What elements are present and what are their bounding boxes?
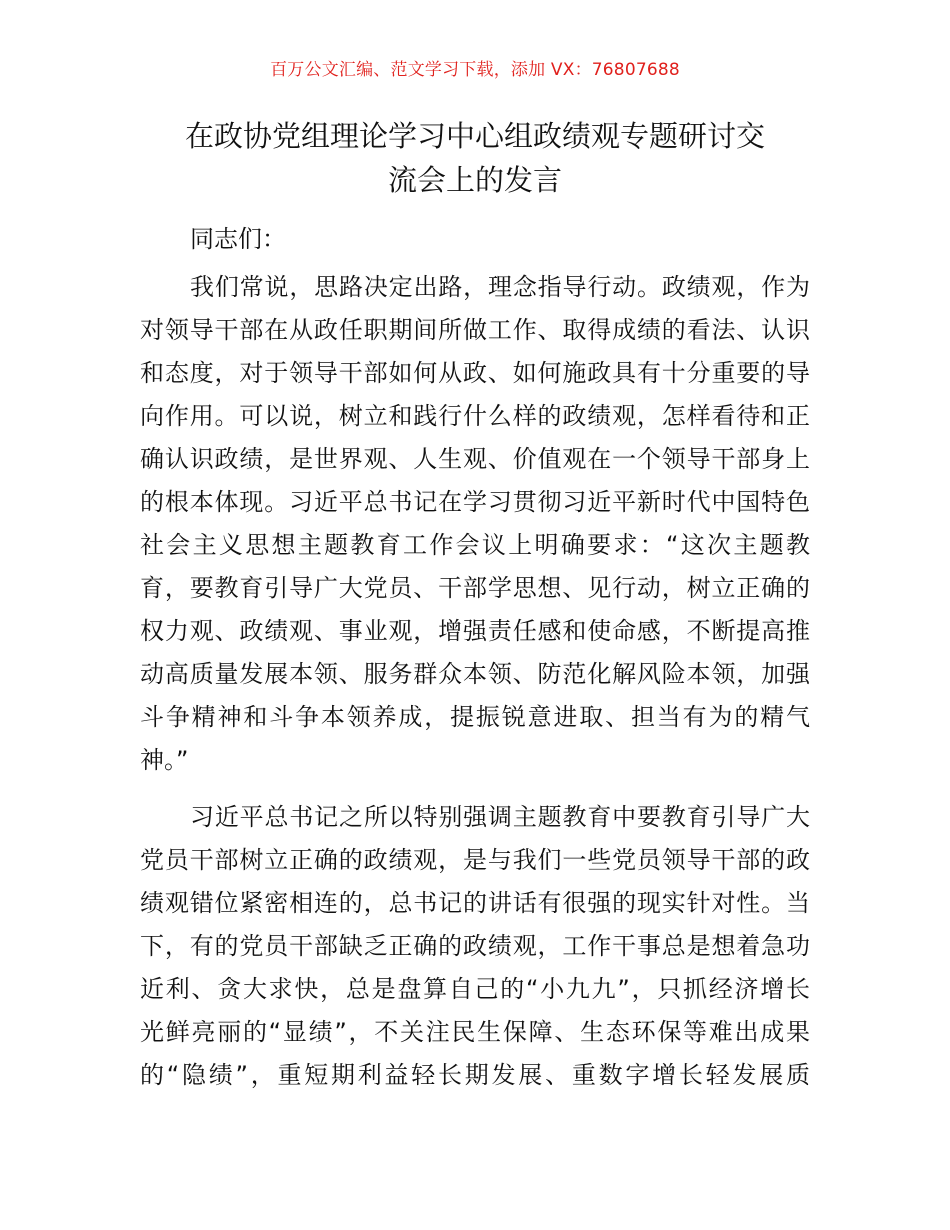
document-title-line-2: 流会上的发言	[387, 163, 562, 197]
paragraph-1-line: 和态度，对于领导干部如何从政、如何施政具有十分重要的导	[140, 359, 810, 387]
paragraph-1-line: 动高质量发展本领、服务群众本领、防范化解风险本领，加强	[140, 660, 810, 688]
paragraph-1-line: 我们常说，思路决定出路，理念指导行动。政绩观，作为	[190, 273, 810, 301]
paragraph-2-line: 近利、贪大求快，总是盘算自己的“小九九”，只抓经济增长	[140, 975, 810, 1003]
salutation: 同志们：	[190, 225, 286, 253]
paragraph-1-line: 对领导干部在从政任职期间所做工作、取得成绩的看法、认识	[140, 316, 810, 344]
paragraph-2-line: 下，有的党员干部缺乏正确的政绩观，工作干事总是想着急功	[140, 932, 810, 960]
watermark-header: 百万公文汇编、范文学习下载，添加 VX：76807688	[270, 60, 680, 80]
paragraph-1-line: 权力观、政绩观、事业观，增强责任感和使命感，不断提高推	[140, 617, 810, 645]
paragraph-1-line: 确认识政绩，是世界观、人生观、价值观在一个领导干部身上	[140, 445, 810, 473]
paragraph-1-line: 神。”	[140, 746, 189, 774]
paragraph-2-line: 的“隐绩”，重短期利益轻长期发展、重数字增长轻发展质	[140, 1061, 810, 1089]
paragraph-1-line: 向作用。可以说，树立和践行什么样的政绩观，怎样看待和正	[140, 402, 810, 430]
paragraph-1-line: 斗争精神和斗争本领养成，提振锐意进取、担当有为的精气	[140, 703, 810, 731]
paragraph-2-line: 党员干部树立正确的政绩观，是与我们一些党员领导干部的政	[140, 846, 810, 874]
document-title-line-1: 在政协党组理论学习中心组政绩观专题研讨交	[184, 119, 765, 153]
paragraph-2-line: 习近平总书记之所以特别强调主题教育中要教育引导广大	[190, 803, 810, 831]
paragraph-2-line: 绩观错位紧密相连的，总书记的讲话有很强的现实针对性。当	[140, 889, 810, 917]
paragraph-1-line: 育，要教育引导广大党员、干部学思想、见行动，树立正确的	[140, 574, 810, 602]
paragraph-1-line: 社会主义思想主题教育工作会议上明确要求：“这次主题教	[140, 531, 810, 559]
paragraph-1-line: 的根本体现。习近平总书记在学习贯彻习近平新时代中国特色	[140, 488, 810, 516]
paragraph-2-line: 光鲜亮丽的“显绩”，不关注民生保障、生态环保等难出成果	[140, 1018, 810, 1046]
